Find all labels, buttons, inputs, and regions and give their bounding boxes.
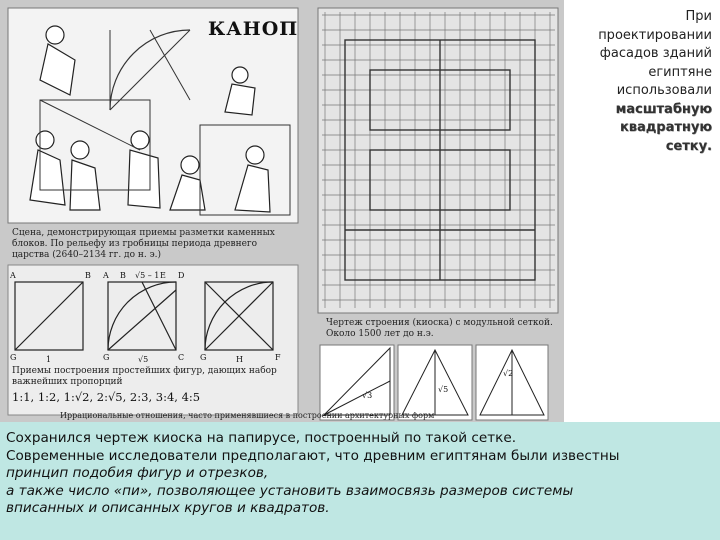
sidebar-line: египтяне (648, 64, 712, 80)
relief-caption: Сцена, демонстрирующая приемы разметки каменных блоков. По рельефу из гробницы периода древнего царства (2640–2134 гг. до н. э.) (12, 228, 275, 260)
svg-text:C: C (178, 353, 185, 362)
svg-text:E: E (160, 271, 166, 280)
bottom-note: Иррациональные отношения, часто применявшиеся в построении архитектурных форм (60, 411, 435, 420)
svg-text:1: 1 (46, 355, 52, 364)
sidebar-emphasis: сетку. (665, 138, 712, 154)
kiosk-caption: Чертеж строения (киоска) с модульной сеткой. Около 1500 лет до н.э. (326, 318, 553, 339)
svg-text:G: G (103, 353, 110, 362)
svg-text:√5: √5 (138, 355, 149, 364)
kiosk-panel (318, 8, 558, 313)
svg-text:B: B (85, 271, 91, 280)
caption-line: Сохранился чертеж киоска на папирусе, построенный по такой сетке. (6, 430, 517, 446)
caption-line-italic: принцип подобия фигур и отрезков, (6, 465, 269, 481)
svg-text:A: A (10, 271, 16, 280)
sidebar-text (562, 8, 712, 156)
svg-text:A: A (103, 271, 109, 280)
caption-box (0, 422, 720, 540)
ratios-line: 1:1, 1:2, 1:√2, 2:√5, 2:3, 3:4, 4:5 (12, 390, 201, 404)
svg-text:√5: √5 (438, 385, 449, 394)
sidebar-emphasis: квадратную (619, 120, 712, 135)
sidebar-line: При (685, 9, 712, 24)
svg-text:√5 – 1: √5 – 1 (135, 271, 160, 280)
triangle-panels (320, 345, 548, 420)
caption-line: Современные исследователи предполагают, что древним египтянам были известны (6, 447, 620, 464)
svg-text:F: F (275, 353, 281, 362)
sidebar-line: фасадов зданий (599, 46, 712, 61)
sidebar (564, 0, 720, 422)
relief-title: КАНОП (208, 18, 299, 40)
svg-text:B: B (120, 271, 126, 280)
svg-text:H: H (236, 355, 243, 364)
sidebar-line: проектировании (598, 27, 712, 43)
sidebar-emphasis: масштабную (615, 101, 712, 117)
svg-text:√2: √2 (503, 369, 514, 378)
svg-text:D: D (178, 271, 185, 280)
svg-text:G: G (10, 353, 17, 362)
constructions-caption: Приемы построения простейших фигур, дающих набор важнейших пропорций (12, 366, 277, 387)
sidebar-line: использовали (616, 83, 712, 98)
caption-line-italic: а также число «пи», позволяющее установить взаимосвязь размеров системы (6, 482, 574, 499)
svg-text:G: G (200, 353, 207, 362)
caption-line-italic: вписанных и описанных кругов и квадратов. (6, 500, 330, 516)
svg-text:√3: √3 (362, 391, 373, 400)
